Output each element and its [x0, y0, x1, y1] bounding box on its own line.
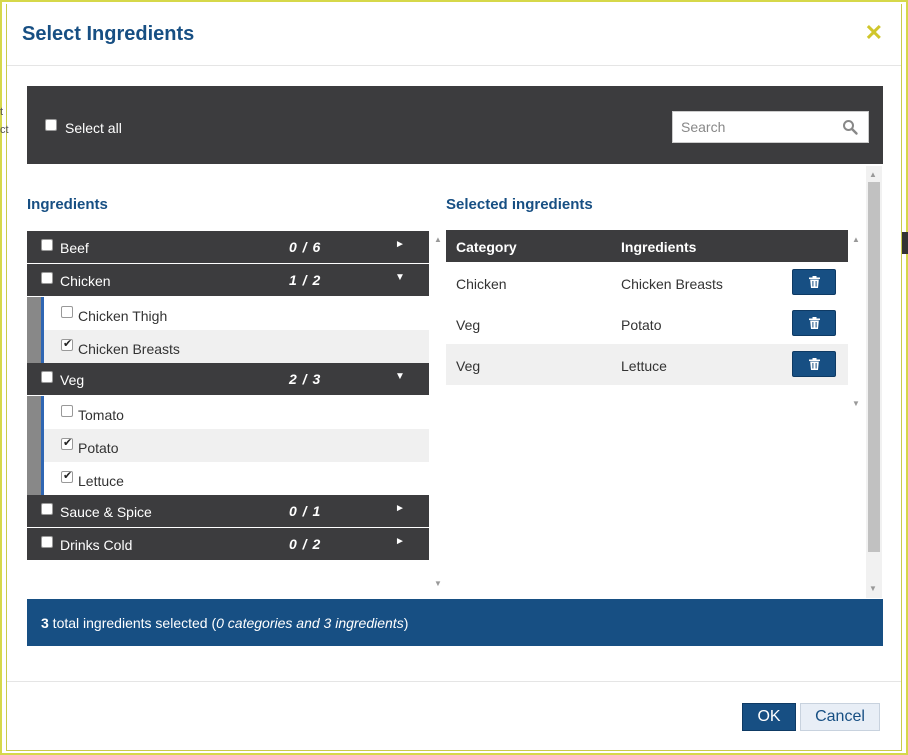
dialog-scrollbar[interactable]: [866, 166, 882, 598]
category-count: 0 / 2: [289, 536, 322, 552]
trash-icon: [809, 358, 820, 370]
category-name: Drinks Cold: [60, 537, 133, 553]
trash-icon: [809, 276, 820, 288]
category-checkbox[interactable]: [41, 272, 53, 284]
category-name: Chicken: [60, 273, 111, 289]
ingredient-name: Chicken Breasts: [78, 341, 180, 357]
category-checkbox[interactable]: [41, 371, 53, 383]
category-name: Sauce & Spice: [60, 504, 152, 520]
table-row: [446, 344, 848, 385]
cell-category: Veg: [456, 317, 481, 333]
expand-arrow-icon[interactable]: ►: [395, 536, 405, 547]
ingredients-scrollbar[interactable]: [431, 231, 445, 593]
select-all-control[interactable]: [45, 120, 122, 136]
category-name: Veg: [60, 372, 85, 388]
ingredient-row[interactable]: [41, 330, 429, 363]
ingredients-panel-title: Ingredients: [27, 196, 108, 213]
category-row-drinks-cold[interactable]: [27, 528, 429, 561]
cell-category: Veg: [456, 358, 481, 374]
background-fragment: [902, 232, 908, 254]
ingredient-row[interactable]: [41, 429, 429, 462]
summary-text-end: ): [403, 615, 409, 631]
background-text: t: [0, 106, 4, 118]
category-checkbox[interactable]: [41, 239, 53, 251]
search-box: [672, 111, 869, 143]
category-count: 2 / 3: [289, 371, 322, 387]
remove-button[interactable]: [792, 310, 836, 336]
select-all-checkbox[interactable]: [45, 119, 57, 131]
selection-summary: [41, 615, 408, 631]
close-button[interactable]: [865, 21, 883, 45]
cell-category: Chicken: [456, 276, 507, 292]
dialog-title: Select Ingredients: [22, 23, 195, 45]
scroll-down-icon[interactable]: ▼: [852, 399, 860, 408]
table-header: [446, 230, 848, 262]
trash-icon: [809, 317, 820, 329]
remove-button[interactable]: [792, 351, 836, 377]
collapse-arrow-icon[interactable]: ▼: [395, 272, 405, 283]
cell-ingredient: Potato: [621, 317, 662, 333]
category-row-sauce-spice[interactable]: [27, 495, 429, 528]
summary-breakdown: 0 categories and 3 ingredients: [216, 615, 404, 631]
ingredient-row[interactable]: [41, 396, 429, 429]
ingredient-checkbox[interactable]: [61, 471, 73, 483]
category-row-veg[interactable]: [27, 363, 429, 396]
ingredient-name: Lettuce: [78, 473, 124, 489]
category-name: Beef: [60, 240, 89, 256]
ingredient-checkbox[interactable]: [61, 438, 73, 450]
selected-panel-title: Selected ingredients: [446, 196, 593, 213]
ok-button[interactable]: OK: [742, 703, 796, 731]
summary-total: 3: [41, 615, 49, 631]
dialog-header: [7, 5, 901, 66]
selected-table-scrollbar[interactable]: [849, 231, 863, 413]
category-row-chicken[interactable]: [27, 264, 429, 297]
background-text: ct: [0, 124, 9, 136]
cell-ingredient: Chicken Breasts: [621, 276, 723, 292]
table-row: [446, 262, 848, 303]
scroll-up-icon[interactable]: ▲: [852, 235, 860, 244]
cell-ingredient: Lettuce: [621, 358, 667, 374]
ingredient-name: Tomato: [78, 407, 124, 423]
search-icon[interactable]: [842, 119, 858, 135]
ingredients-list: [27, 231, 429, 565]
column-header-category: Category: [456, 239, 517, 255]
scroll-down-icon[interactable]: ▼: [869, 584, 877, 593]
selection-summary-bar: [27, 599, 883, 646]
category-checkbox[interactable]: [41, 503, 53, 515]
footer-divider: [7, 681, 901, 682]
ingredient-checkbox[interactable]: [61, 339, 73, 351]
scroll-down-icon[interactable]: ▼: [434, 579, 442, 588]
category-count: 0 / 6: [289, 239, 322, 255]
category-count: 1 / 2: [289, 272, 322, 288]
collapse-arrow-icon[interactable]: ▼: [395, 371, 405, 382]
expand-arrow-icon[interactable]: ►: [395, 503, 405, 514]
select-all-label: Select all: [65, 120, 122, 136]
ingredient-name: Chicken Thigh: [78, 308, 168, 324]
ingredient-checkbox[interactable]: [61, 306, 73, 318]
selected-ingredients-table: [446, 230, 848, 385]
column-header-ingredients: Ingredients: [621, 239, 697, 255]
ingredient-row[interactable]: [41, 297, 429, 330]
scroll-up-icon[interactable]: ▲: [434, 235, 442, 244]
scroll-up-icon[interactable]: ▲: [869, 170, 877, 179]
category-checkbox[interactable]: [41, 536, 53, 548]
remove-button[interactable]: [792, 269, 836, 295]
close-icon: ✕: [864, 20, 883, 45]
summary-text: total ingredients selected (: [48, 615, 217, 631]
ingredient-checkbox[interactable]: [61, 405, 73, 417]
ingredient-row[interactable]: [41, 462, 429, 495]
toolbar: [27, 86, 883, 164]
scrollbar-thumb[interactable]: [868, 182, 880, 552]
search-input[interactable]: [673, 112, 833, 142]
category-count: 0 / 1: [289, 503, 322, 519]
ingredient-name: Potato: [78, 440, 119, 456]
expand-arrow-icon[interactable]: ►: [395, 239, 405, 250]
table-row: [446, 303, 848, 344]
cancel-button[interactable]: Cancel: [800, 703, 880, 731]
category-row-beef[interactable]: [27, 231, 429, 264]
